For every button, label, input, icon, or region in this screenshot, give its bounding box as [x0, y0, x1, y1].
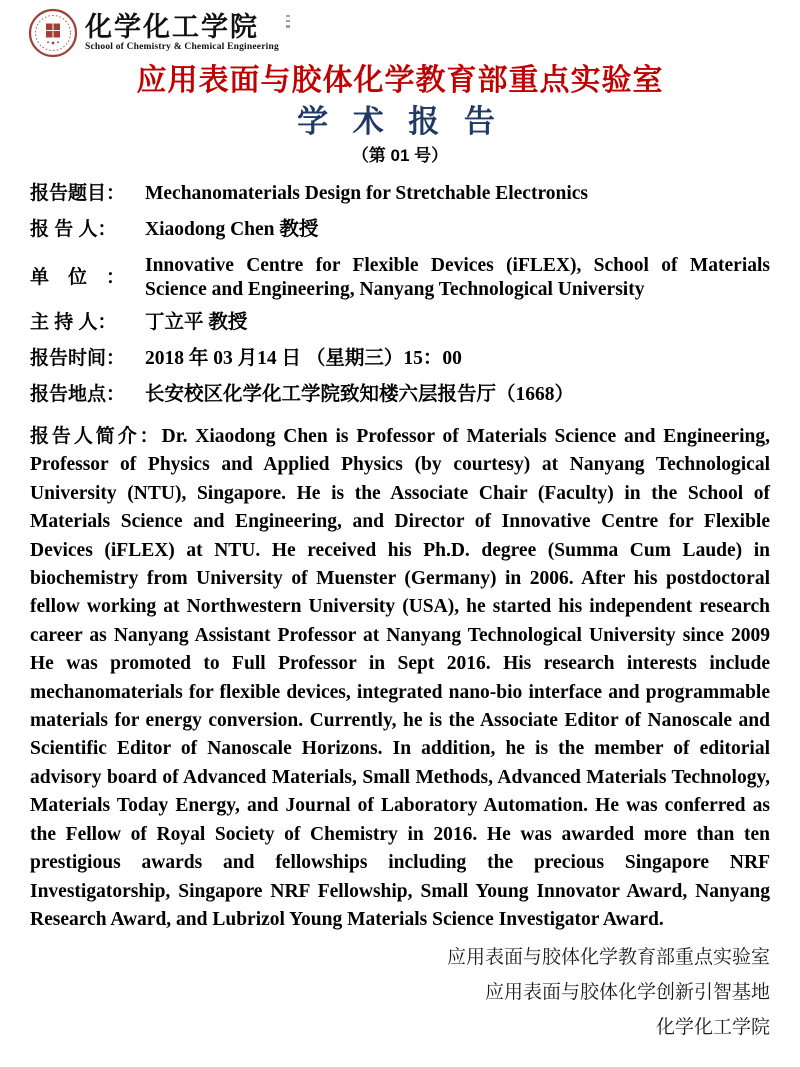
field-label: 报告题目：	[30, 183, 126, 204]
logo-school-name-cn: 化学化工学院	[85, 12, 259, 42]
field-value: Mechanomaterials Design for Stretchable Electronics	[145, 183, 589, 204]
bio-text: Dr. Xiaodong Chen is Professor of Materials Science and Engineering, Professor of Physics and Applied Physics (by courtesy) at Nanyang Technological University (NTU), Singapore. He is the Associate Chair (Faculty) in the School of Materials Science and Engineering, and Director of Innovative Centre for Flexible Devices (iFLEX) at NTU. He received his Ph.D. degree (Summa Cum Laude) in biochemistry from University of Muenster (Germany) in 2006. After his postdoctoral fellow working at Northwestern University (USA), he started his independent research career as Nanyang Assistant Professor at Nanyang Technological University since 2009 He was promoted to Full Professor in Sept 2016. His research interests include mechanomaterials for flexible devices, integrated nano-bio interface and programmable materials for energy conversion. Currently, he is the Associate Editor of Nanoscale and Scientific Editor of Nanoscale Horizons. In addition, he is the member of editorial advisory board of Advanced Materials, Small Methods, Advanced Materials Technology, Materials Today Energy, and Journal of Laboratory Automation. He was conferred as the Fellow of Royal Society of Chemistry in 2016. He was awarded more than ten prestigious awards and fellowships including the precious Singapore NRF Investigatorship, Singapore NRF Fellowship, Small Young Innovator Award, Nanyang Research Award, and Lubrizol Young Materials Science Investigator Award.	[30, 426, 770, 930]
logo-school-name-en: School of Chemistry & Chemical Engineering	[85, 42, 279, 52]
field-label: 报告时间：	[30, 348, 126, 369]
field-value: 长安校区化学化工学院致知楼六层报告厅（1668）	[145, 384, 575, 405]
footer	[30, 940, 770, 1045]
field-value: Xiaodong Chen 教授	[145, 219, 319, 240]
field-row-speaker	[30, 218, 770, 241]
bio-label: 报告人简介：	[30, 426, 162, 447]
issue-number: （第 01 号）	[351, 146, 449, 165]
footer-line-school: 化学化工学院	[655, 1017, 770, 1039]
field-list	[30, 182, 770, 406]
field-row-affiliation	[30, 254, 770, 301]
field-label: 报告地点：	[30, 384, 126, 405]
report-title: 学 术 报 告	[297, 104, 503, 139]
field-row-host	[30, 311, 770, 334]
lab-title: 应用表面与胶体化学教育部重点实验室	[136, 64, 664, 97]
field-label: 报 告 人：	[30, 219, 117, 240]
field-value: 2018 年 03 月14 日 （星期三）15：00	[145, 348, 462, 369]
school-seal-icon	[28, 8, 78, 58]
footer-line-lab: 应用表面与胶体化学教育部重点实验室	[446, 947, 770, 969]
field-value: 丁立平 教授	[145, 312, 248, 333]
logo-seal-mark	[285, 13, 291, 29]
bio-paragraph	[30, 423, 770, 934]
field-row-report-title	[30, 182, 770, 205]
footer-line-base: 应用表面与胶体化学创新引智基地	[484, 982, 770, 1004]
field-label: 主 持 人：	[30, 312, 117, 333]
school-logo	[28, 8, 279, 58]
field-value: Innovative Centre for Flexible Devices (iFLEX), School of Materials Science and Engineering, Nanyang Technological University	[145, 255, 770, 300]
field-row-location	[30, 383, 770, 406]
field-row-time	[30, 347, 770, 370]
logo-text	[85, 13, 279, 53]
field-label: 单 位 ：	[30, 267, 126, 288]
